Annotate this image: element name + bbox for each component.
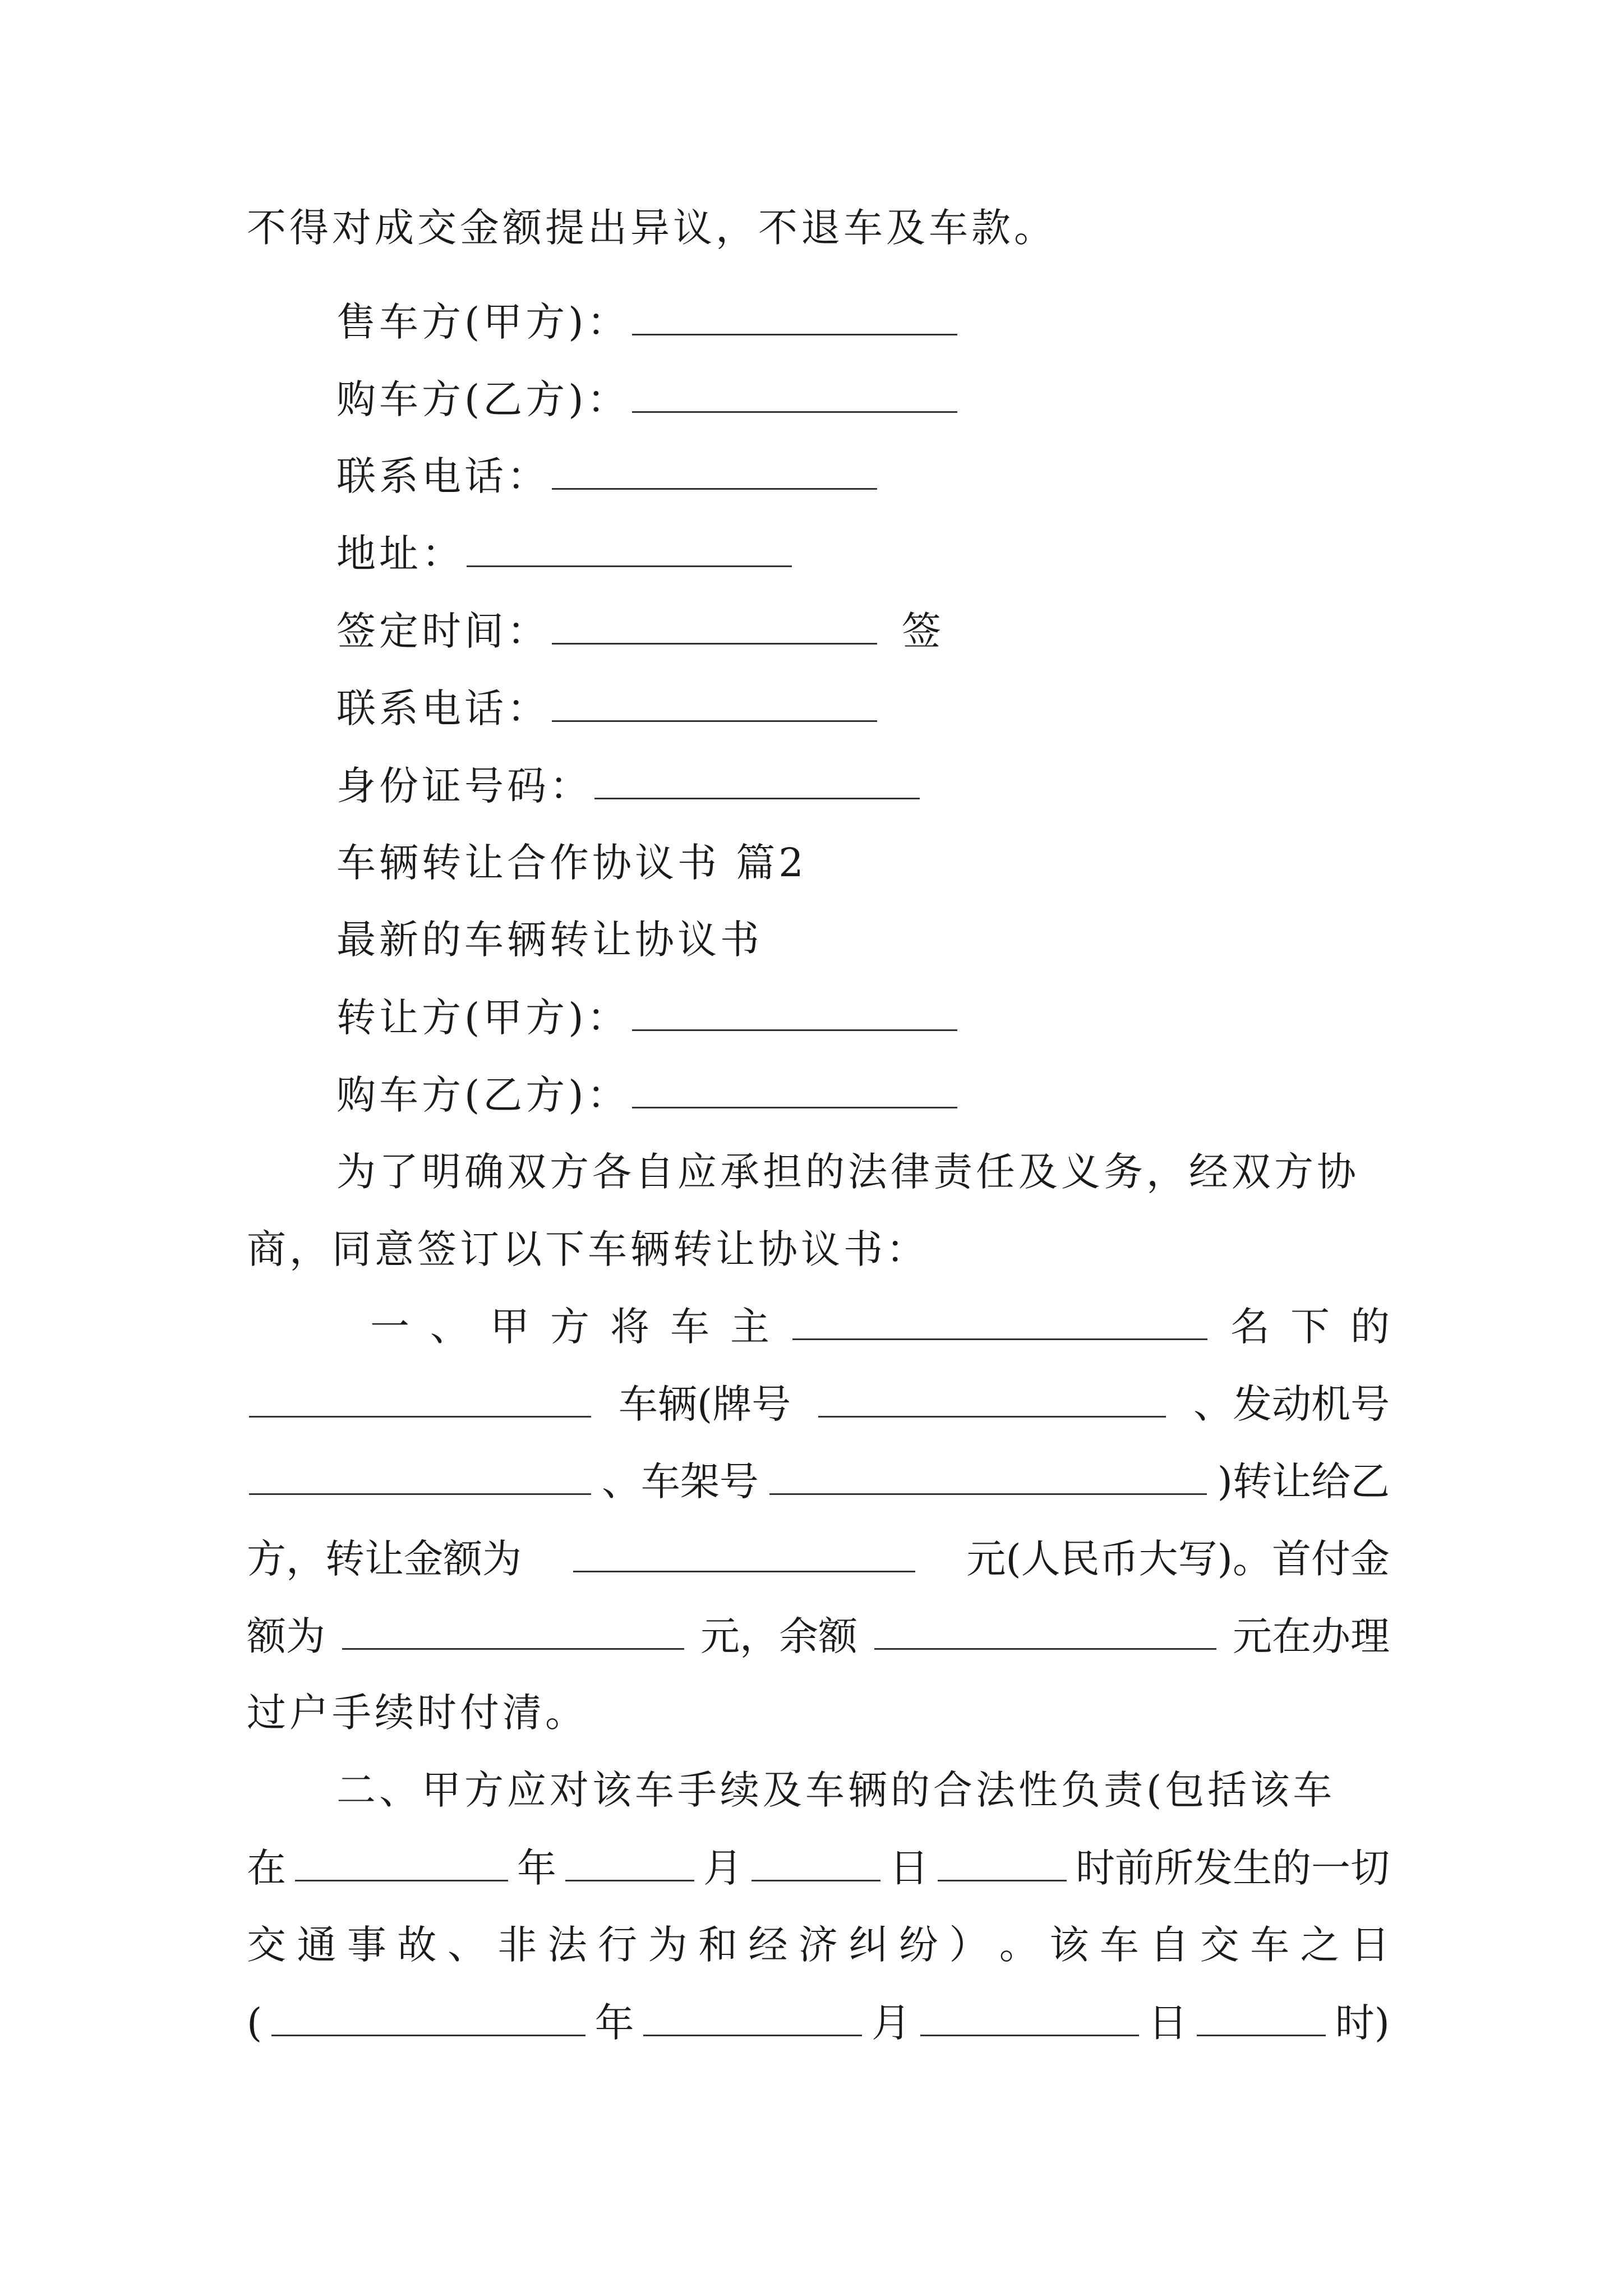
text: 在 bbox=[247, 1845, 286, 1891]
text: 、发动机号 bbox=[1193, 1381, 1390, 1427]
text: 、 bbox=[447, 1922, 487, 1968]
label: 联系电话： bbox=[336, 685, 550, 731]
blank-line bbox=[249, 1454, 591, 1495]
text: 。 bbox=[999, 1922, 1039, 1968]
text: ( bbox=[247, 2000, 262, 2046]
blank-line bbox=[874, 1609, 1216, 1650]
text: 的 bbox=[1350, 1304, 1390, 1350]
section-title bbox=[336, 836, 1390, 890]
text: ） bbox=[949, 1922, 989, 1968]
text-line bbox=[247, 201, 1390, 255]
text: 日 bbox=[1350, 1922, 1390, 1968]
label: 签定时间： bbox=[336, 608, 550, 654]
text: 月 bbox=[703, 1845, 743, 1891]
blank-line bbox=[818, 1377, 1166, 1418]
blank-line bbox=[295, 1841, 508, 1881]
blank-line bbox=[342, 1609, 684, 1650]
text: 不得对成交金额提出异议，不退车及车款。 bbox=[247, 205, 1057, 251]
clause-2-line-3 bbox=[247, 1918, 1390, 1972]
text: 方 bbox=[550, 1304, 589, 1350]
text: 车 bbox=[670, 1304, 709, 1350]
blank-line bbox=[920, 1995, 1139, 2036]
text: 交 bbox=[1200, 1922, 1239, 1968]
blank-line bbox=[769, 1454, 1207, 1495]
text: 车辆转让合作协议书 篇2 bbox=[336, 840, 807, 886]
text: 纠 bbox=[849, 1922, 888, 1968]
text: 故 bbox=[397, 1922, 437, 1968]
text: 、 bbox=[430, 1304, 469, 1350]
text: 车 bbox=[1250, 1922, 1290, 1968]
text: 商，同意签订以下车辆转让协议书： bbox=[247, 1226, 929, 1272]
clause-1-line-4 bbox=[247, 1531, 1390, 1585]
blank-line bbox=[632, 295, 957, 335]
buyer-field bbox=[336, 1068, 1390, 1121]
text: 年 bbox=[517, 1845, 556, 1891]
text: 主 bbox=[730, 1304, 769, 1350]
blank-line bbox=[632, 372, 957, 413]
section-title bbox=[336, 913, 1390, 967]
blank-line bbox=[632, 990, 957, 1031]
blank-line bbox=[632, 1068, 957, 1108]
text: 过户手续时付清。 bbox=[247, 1690, 588, 1736]
text: 非 bbox=[497, 1922, 537, 1968]
text: 为了明确双方各自应承担的法律责任及义务，经双方协 bbox=[336, 1149, 1359, 1195]
blank-line bbox=[594, 758, 920, 799]
sign-date-field bbox=[336, 604, 1390, 657]
text: 日 bbox=[1148, 2000, 1188, 2046]
text: 月 bbox=[872, 2000, 911, 2046]
text: 事 bbox=[347, 1922, 386, 1968]
label: 地址： bbox=[336, 531, 464, 577]
text: 经 bbox=[748, 1922, 788, 1968]
text: 之 bbox=[1300, 1922, 1340, 1968]
address-field bbox=[336, 526, 1390, 580]
text: 元在办理 bbox=[1233, 1613, 1390, 1659]
text: 名 bbox=[1230, 1304, 1270, 1350]
buyer-field bbox=[336, 372, 1390, 426]
blank-line bbox=[1197, 1995, 1326, 2036]
text: 方，转让金额为 bbox=[247, 1536, 522, 1582]
transferor-field bbox=[336, 990, 1390, 1044]
clause-2-line-1 bbox=[336, 1763, 1390, 1817]
text: 元(人民币大写)。首付金 bbox=[966, 1536, 1390, 1582]
text: 二、甲方应对该车手续及车辆的合法性负责(包括该车 bbox=[336, 1767, 1336, 1813]
text-line bbox=[247, 1222, 1390, 1276]
blank-line bbox=[552, 604, 877, 645]
clause-2-line-4 bbox=[247, 1995, 1390, 2049]
text: 最新的车辆转让协议书 bbox=[336, 917, 763, 963]
text: 纷 bbox=[898, 1922, 938, 1968]
phone-field bbox=[336, 681, 1390, 735]
text: 和 bbox=[698, 1922, 738, 1968]
label: 转让方(甲方)： bbox=[336, 995, 630, 1041]
text-line bbox=[247, 1686, 1390, 1740]
text: 年 bbox=[594, 2000, 634, 2046]
clause-1-line-5 bbox=[247, 1609, 1390, 1663]
blank-line bbox=[552, 449, 877, 490]
text: 法 bbox=[547, 1922, 587, 1968]
label: 购车方(乙方)： bbox=[336, 1072, 630, 1118]
id-number-field bbox=[336, 758, 1390, 812]
blank-line bbox=[552, 681, 877, 722]
text: 通 bbox=[297, 1922, 336, 1968]
text: 元，余额 bbox=[700, 1613, 857, 1659]
text: 、车架号 bbox=[601, 1458, 759, 1504]
blank-line bbox=[792, 1299, 1207, 1340]
clause-2-line-2 bbox=[247, 1841, 1390, 1894]
label: 购车方(乙方)： bbox=[336, 376, 630, 422]
text: 该 bbox=[1049, 1922, 1089, 1968]
text: 甲 bbox=[490, 1304, 529, 1350]
text: 将 bbox=[610, 1304, 649, 1350]
text: 车 bbox=[1099, 1922, 1139, 1968]
text: 济 bbox=[798, 1922, 838, 1968]
text-line bbox=[336, 1145, 1390, 1199]
text: 下 bbox=[1290, 1304, 1330, 1350]
text: 交 bbox=[247, 1922, 286, 1968]
blank-line bbox=[573, 1531, 915, 1572]
blank-line bbox=[271, 1995, 585, 2036]
text: 签 bbox=[902, 608, 944, 654]
blank-line bbox=[938, 1841, 1067, 1881]
blank-line bbox=[565, 1841, 694, 1881]
label: 售车方(甲方)： bbox=[336, 299, 630, 345]
text: 车辆(牌号 bbox=[618, 1381, 791, 1427]
text: 时前所发生的一切 bbox=[1076, 1845, 1390, 1891]
seller-field bbox=[336, 295, 1390, 348]
label: 联系电话： bbox=[336, 453, 550, 499]
text: 为 bbox=[648, 1922, 688, 1968]
text: )转让给乙 bbox=[1217, 1458, 1390, 1504]
clause-1-line-1 bbox=[370, 1299, 1390, 1353]
clause-1-line-3 bbox=[247, 1454, 1390, 1508]
blank-line bbox=[643, 1995, 862, 2036]
text: 自 bbox=[1150, 1922, 1189, 1968]
blank-line bbox=[249, 1377, 591, 1418]
phone-field bbox=[336, 449, 1390, 503]
blank-line bbox=[467, 526, 792, 567]
label: 身份证号码： bbox=[336, 763, 592, 809]
text: 行 bbox=[598, 1922, 638, 1968]
text: 一 bbox=[370, 1304, 409, 1350]
text: 额为 bbox=[247, 1613, 325, 1659]
blank-line bbox=[751, 1841, 880, 1881]
clause-1-line-2 bbox=[247, 1377, 1390, 1430]
text: 时) bbox=[1335, 2000, 1390, 2046]
text: 日 bbox=[889, 1845, 929, 1891]
